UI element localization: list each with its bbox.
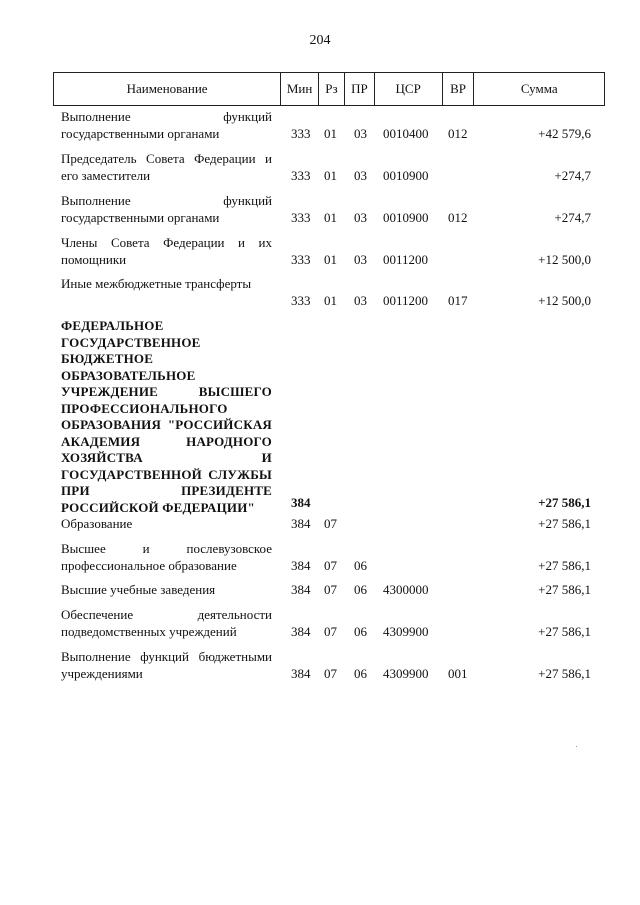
row-rz: 07 (324, 558, 337, 573)
scan-speck (576, 746, 577, 747)
row-name: Выполнение функций бюджетными учреждениями (61, 649, 272, 681)
row-name: Высшие учебные заведения (61, 582, 216, 597)
table-header (53, 72, 605, 106)
row-sum: +274,7 (554, 168, 591, 183)
row-sum: +27 586,1 (538, 582, 591, 597)
row-vr: 012 (448, 126, 468, 141)
row-rz: 01 (324, 168, 337, 183)
row-csr: 0011200 (383, 252, 429, 267)
header-pr: ПР (344, 73, 374, 105)
row-csr: 4300000 (383, 582, 429, 597)
row-rz: 07 (324, 582, 337, 597)
row-vr: 001 (448, 666, 468, 681)
row-name: Обеспечение деятельности подведомственных учреждений (61, 607, 272, 639)
row-rz: 01 (324, 252, 337, 267)
row-name: ФЕДЕРАЛЬНОЕ ГОСУДАРСТВЕННОЕ БЮДЖЕТНОЕ ОБРАЗОВАТЕЛЬНОЕ УЧРЕЖДЕНИЕ ВЫСШЕГО ПРОФЕССИОНАЛЬНОГО ОБРАЗОВАНИЯ "РОССИЙСКАЯ АКАДЕМИЯ НАРОДНОГО ХОЗЯЙСТВА И ГОСУДАРСТВЕННОЙ СЛУЖБЫ ПРИ ПРЕЗИДЕНТЕ РОССИЙСКОЙ ФЕДЕРАЦИИ" (61, 318, 272, 515)
header-csr: ЦСР (374, 73, 442, 105)
row-sum: +27 586,1 (538, 624, 591, 639)
row-vr: 012 (448, 210, 468, 225)
row-pr: 03 (354, 168, 367, 183)
row-min: 384 (291, 558, 311, 573)
row-csr: 0010900 (383, 210, 429, 225)
row-pr: 03 (354, 252, 367, 267)
row-sum: +12 500,0 (538, 252, 591, 267)
row-name: Образование (61, 516, 133, 531)
row-sum: +27 586,1 (538, 516, 591, 531)
header-rz: Рз (318, 73, 344, 105)
row-rz: 01 (324, 126, 337, 141)
row-sum: +12 500,0 (538, 293, 591, 308)
row-min: 333 (291, 293, 311, 308)
row-sum: +27 586,1 (538, 666, 591, 681)
row-rz: 01 (324, 293, 337, 308)
header-min: Мин (280, 73, 318, 105)
row-pr: 06 (354, 666, 367, 681)
row-name: Выполнение функций государственными органами (61, 109, 272, 141)
row-vr: 017 (448, 293, 468, 308)
row-rz: 07 (324, 516, 337, 531)
header-name: Наименование (126, 81, 208, 96)
row-min: 384 (291, 624, 311, 639)
row-pr: 03 (354, 293, 367, 308)
row-name: Выполнение функций государственными органами (61, 193, 272, 225)
row-pr: 06 (354, 624, 367, 639)
row-rz: 01 (324, 210, 337, 225)
row-min: 384 (291, 582, 311, 597)
row-sum: +274,7 (554, 210, 591, 225)
row-csr: 0010400 (383, 126, 429, 141)
row-csr: 0010900 (383, 168, 429, 183)
row-pr: 03 (354, 210, 367, 225)
row-pr: 03 (354, 126, 367, 141)
header-sum: Сумма (473, 73, 604, 105)
row-name: Иные межбюджетные трансферты (61, 276, 252, 291)
row-csr: 4309900 (383, 666, 429, 681)
header-vr: ВР (442, 73, 474, 105)
row-min: 384 (291, 666, 311, 681)
row-csr: 4309900 (383, 624, 429, 639)
row-name: Члены Совета Федерации и их помощники (61, 235, 272, 267)
row-min: 333 (291, 126, 311, 141)
row-csr: 0011200 (383, 293, 429, 308)
row-pr: 06 (354, 582, 367, 597)
row-min: 384 (291, 495, 311, 510)
row-sum: +42 579,6 (538, 126, 591, 141)
row-pr: 06 (354, 558, 367, 573)
row-min: 333 (291, 210, 311, 225)
row-rz: 07 (324, 666, 337, 681)
row-name: Высшее и послевузовское профессиональное образование (61, 541, 272, 573)
row-sum: +27 586,1 (538, 558, 591, 573)
row-sum: +27 586,1 (538, 495, 591, 510)
row-rz: 07 (324, 624, 337, 639)
row-min: 333 (291, 168, 311, 183)
row-min: 384 (291, 516, 311, 531)
page-number: 204 (309, 33, 331, 48)
row-name: Председатель Совета Федерации и его заместители (61, 151, 272, 183)
row-min: 333 (291, 252, 311, 267)
